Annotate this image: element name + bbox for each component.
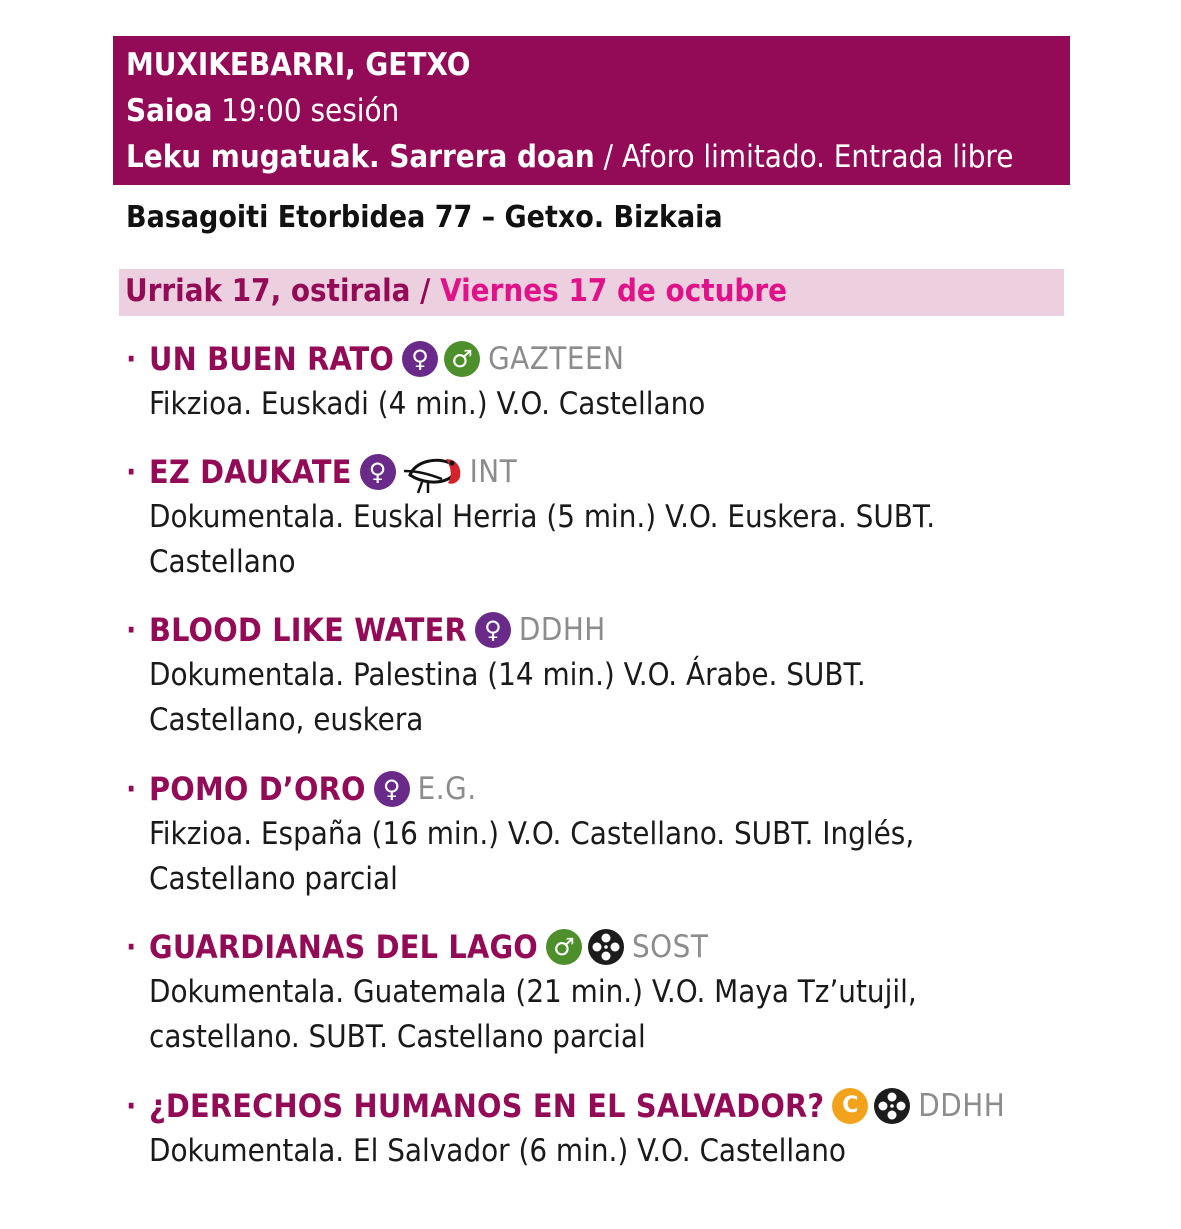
female-symbol-icon: ♀ [475,612,511,648]
session-line [126,88,1070,134]
film-description-cont: Castellano [149,544,296,580]
film-description-cont: Castellano, euskera [149,702,424,738]
bullet: · [126,612,137,648]
male-symbol-icon: ♂ [444,341,480,377]
film-entry [126,924,917,1060]
venue-address: Basagoiti Etorbidea 77 – Getxo. Bizkaia [126,200,723,235]
female-symbol-icon: ♀ [402,341,438,377]
film-title: GUARDIANAS DEL LAGO [149,928,538,966]
film-description: Dokumentala. El Salvador (6 min.) V.O. Castellano [149,1133,846,1169]
film-category: DDHH [918,1088,1006,1124]
date-eu: Urriak 17, ostirala [125,273,411,309]
film-category: SOST [631,929,709,965]
film-entry [126,766,914,902]
session-time-es: 19:00 sesión [212,93,400,129]
film-entry [126,336,705,427]
bullet: · [126,1088,137,1124]
date-es: Viernes 17 de octubre [440,273,788,309]
film-category: INT [469,454,518,490]
male-symbol-icon: ♂ [546,929,582,965]
film-title: BLOOD LIKE WATER [149,611,467,649]
film-title: POMO D’ORO [149,770,366,808]
film-reel-icon [874,1088,910,1124]
date-band [119,269,1064,316]
film-category: DDHH [518,612,606,648]
access-eu: Leku mugatuak. Sarrera doan [126,139,595,175]
film-entry [126,607,866,743]
film-entry [126,449,935,585]
session-header [113,36,1070,185]
female-symbol-icon: ♀ [360,454,396,490]
film-description: Dokumentala. Euskal Herria (5 min.) V.O. Euskera. SUBT. [149,499,936,535]
female-symbol-icon: ♀ [374,771,410,807]
film-category: GAZTEEN [488,341,625,377]
film-reel-icon [588,929,624,965]
bird-logo-icon [402,449,464,495]
film-description: Fikzioa. Euskadi (4 min.) V.O. Castellano [149,386,706,422]
venue-title: MUXIKEBARRI, GETXO [126,47,471,83]
film-title: EZ DAUKATE [149,453,352,491]
film-title: ¿DERECHOS HUMANOS EN EL SALVADOR? [149,1087,825,1125]
film-title: UN BUEN RATO [149,340,395,378]
access-line [126,134,1070,180]
film-description: Dokumentala. Palestina (14 min.) V.O. Árabe. SUBT. [149,657,866,693]
bullet: · [126,771,137,807]
film-category: E.G. [417,771,477,807]
copyright-c-icon: C [832,1088,868,1124]
film-description-cont: Castellano parcial [149,861,398,897]
bullet: · [126,929,137,965]
film-description: Fikzioa. España (16 min.) V.O. Castellano. SUBT. Inglés, [149,816,915,852]
bullet: · [126,341,137,377]
bullet: · [126,454,137,490]
session-label-eu: Saioa [126,93,213,129]
film-entry [126,1083,1005,1174]
date-separator: / [410,273,441,309]
film-description: Dokumentala. Guatemala (21 min.) V.O. Maya Tz’utujil, [149,974,917,1010]
access-es: / Aforo limitado. Entrada libre [594,139,1014,175]
film-description-cont: castellano. SUBT. Castellano parcial [149,1019,646,1055]
